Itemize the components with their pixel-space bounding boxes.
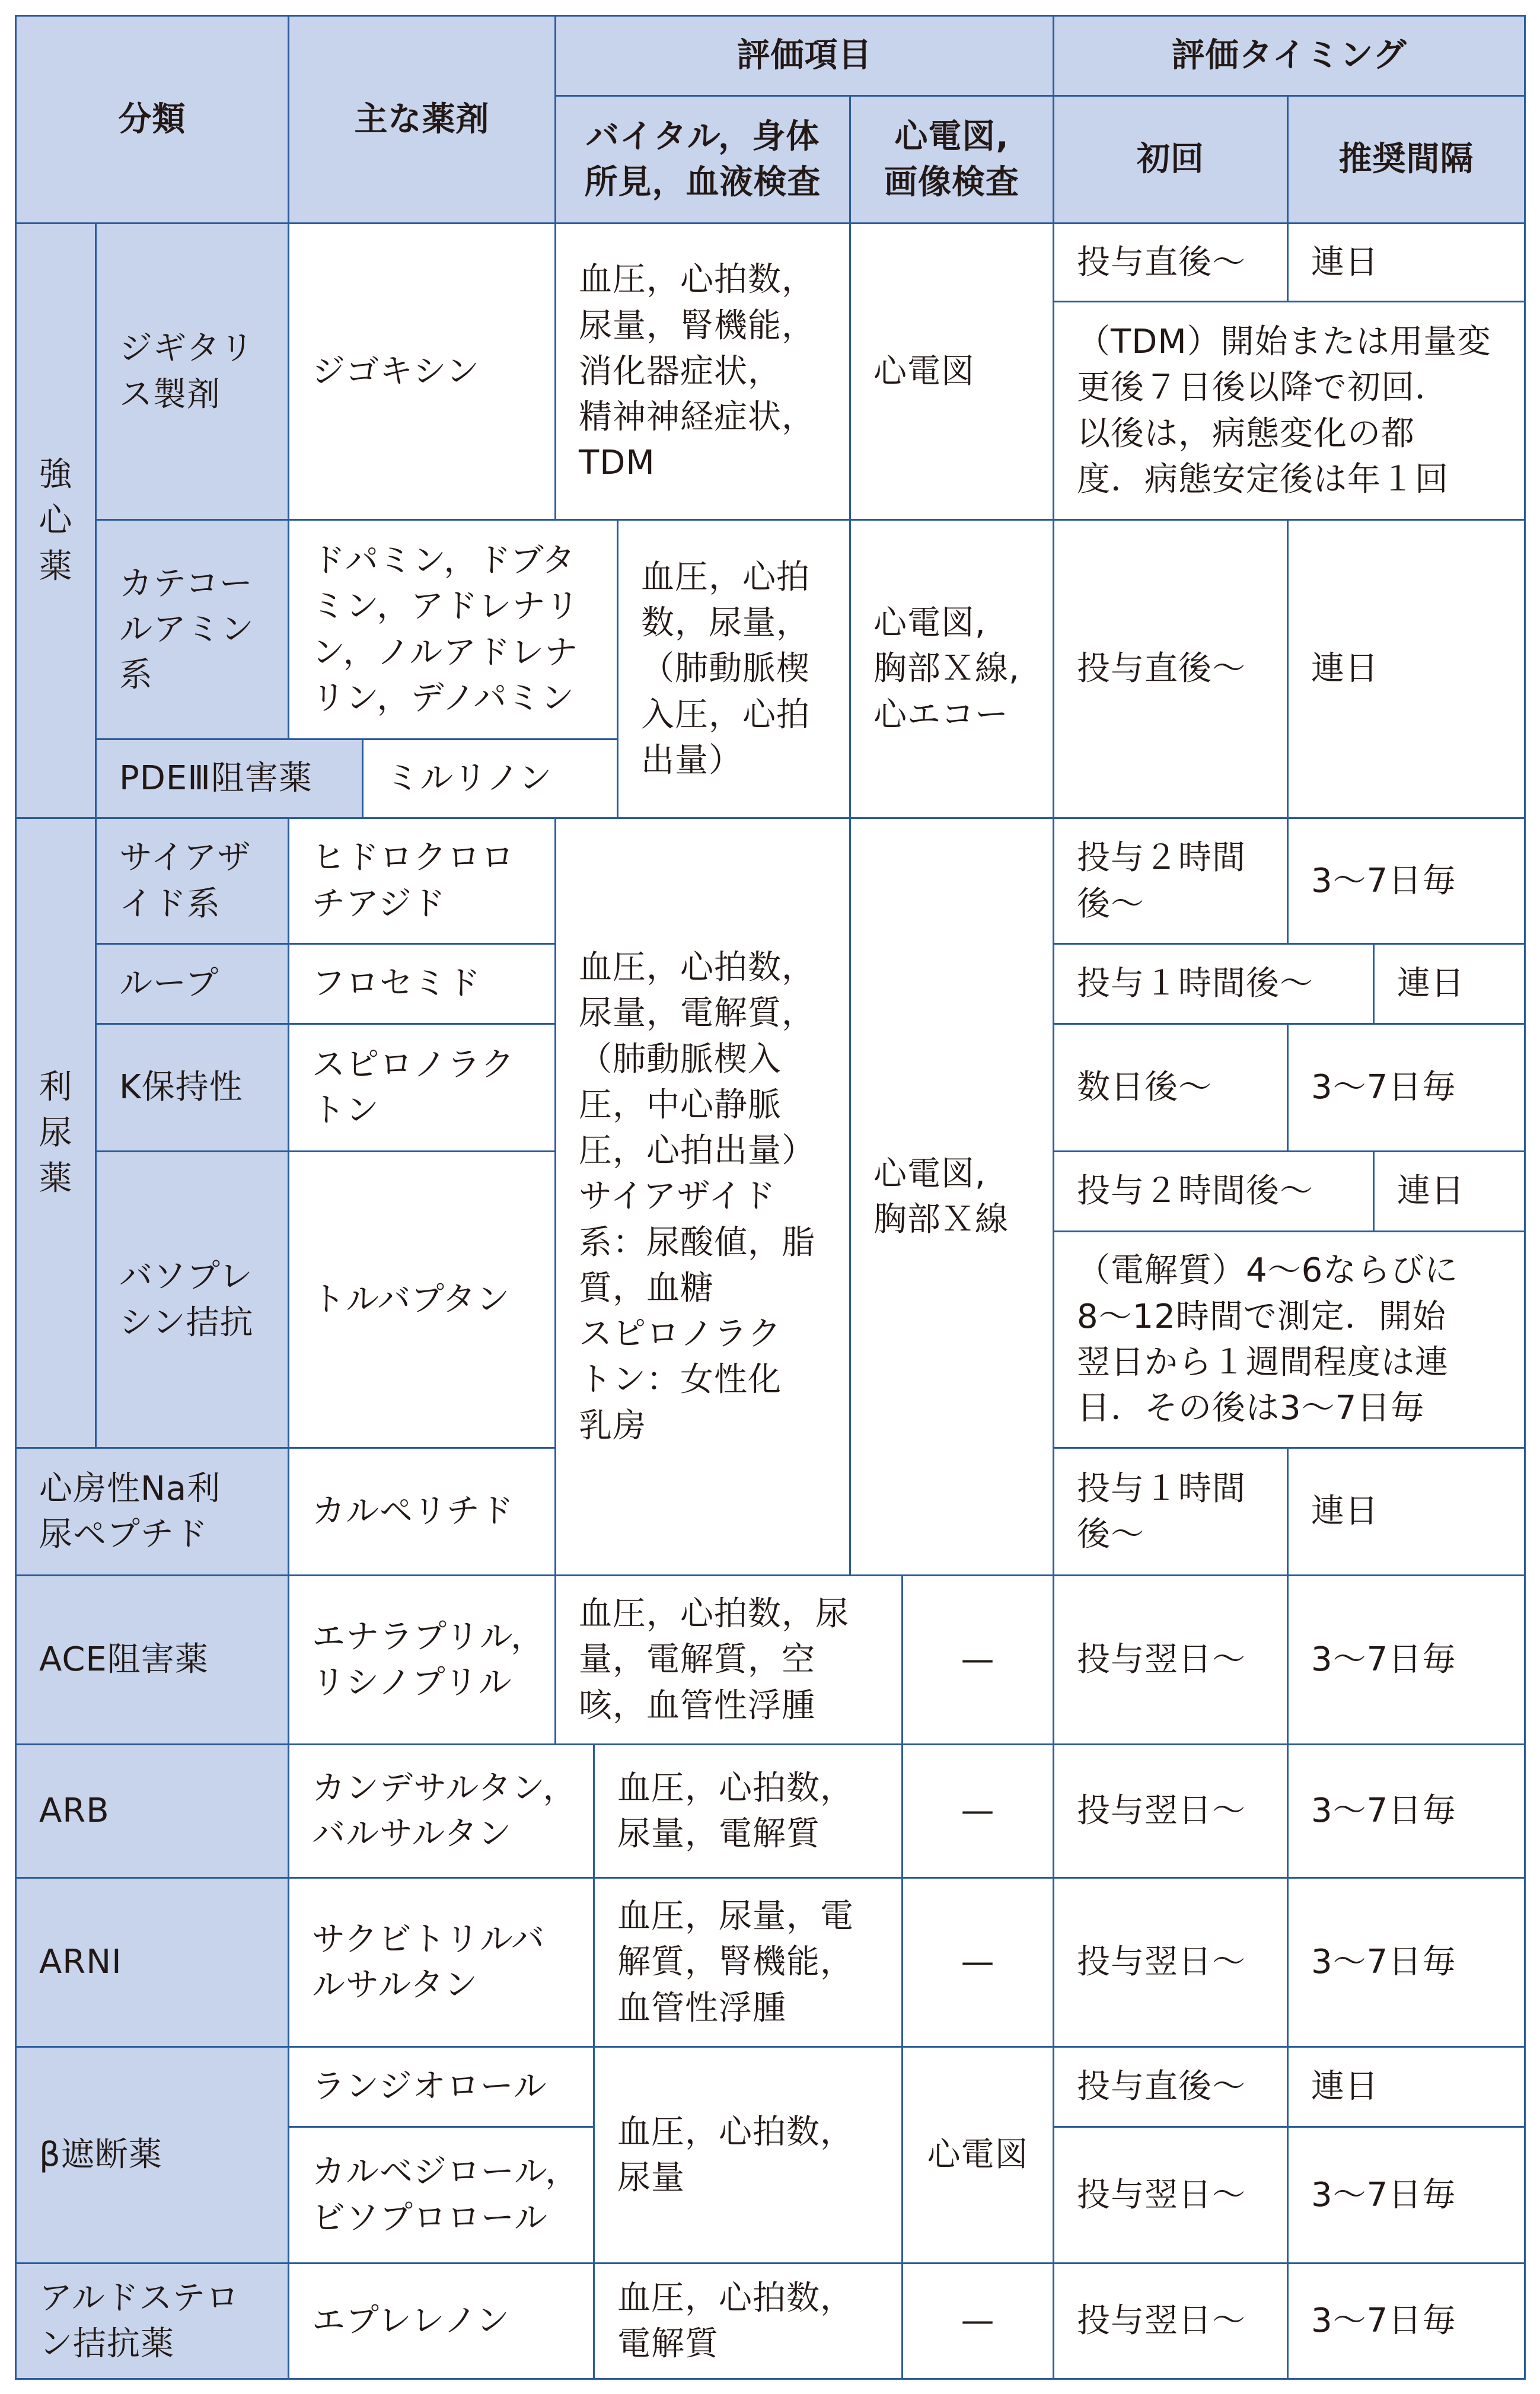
drug-catecholamine: ドパミン，ドブタ ミン，アドレナリ ン，ノルアドレナ リン，デノパミン [288, 519, 618, 740]
vitals-diuretic: 血圧，心拍数， 尿量，電解質， （肺動脈楔入 圧，中心静脈 圧，心拍出量） サイアザイド 系：尿酸値，脂 質，血糖 スピロノラク トン：女性化 乳房 [554, 817, 851, 1576]
drug-arni: サクビトリルバ ルサルタン [288, 1877, 595, 2048]
first-vasopressin: 投与２時間後～ [1053, 1150, 1375, 1232]
interval-thiazide: 3～7日毎 [1287, 817, 1526, 945]
vitals-arni: 血圧，尿量，電 解質，腎機能， 血管性浮腫 [593, 1877, 903, 2048]
drug-milrinone: ミルリノン [362, 738, 618, 819]
ecg-digitalis: 心電図 [849, 222, 1054, 521]
interval-arni: 3～7日毎 [1287, 1877, 1526, 2048]
header-interval: 推奨間隔 [1287, 95, 1526, 224]
header-vitals: バイタル，身体 所見，血液検査 [554, 95, 851, 224]
first-beta-2: 投与翌日～ [1053, 2126, 1289, 2264]
class-ace: ACE阻害薬 [15, 1574, 289, 1745]
first-k-sparing: 数日後～ [1053, 1023, 1289, 1152]
first-arb: 投与翌日～ [1053, 1743, 1289, 1879]
drug-digoxin: ジゴキシン [288, 222, 556, 521]
interval-digitalis: 連日 [1287, 222, 1526, 302]
first-loop: 投与１時間後～ [1053, 943, 1375, 1025]
drug-carvedilol: カルベジロール， ビソプロロール [288, 2126, 595, 2264]
class-catecholamine: カテコー ルアミン 系 [95, 519, 289, 740]
interval-beta-2: 3～7日毎 [1287, 2126, 1526, 2264]
class-digitalis: ジギタリ ス製剤 [95, 222, 289, 521]
first-thiazide: 投与２時間 後～ [1053, 817, 1289, 945]
class-k-sparing: K保持性 [95, 1023, 289, 1152]
header-eval-items: 評価項目 [554, 15, 1054, 97]
interval-catecholamine: 連日 [1287, 519, 1526, 819]
header-first: 初回 [1053, 95, 1289, 224]
drug-carperitide: カルペリチド [288, 1447, 556, 1576]
vitals-digitalis: 血圧，心拍数， 尿量，腎機能， 消化器症状， 精神神経症状， TDM [554, 222, 851, 521]
class-arb: ARB [15, 1743, 289, 1879]
first-anp: 投与１時間 後～ [1053, 1447, 1289, 1576]
ecg-catecholamine: 心電図, 胸部Ｘ線, 心エコー [849, 519, 1054, 819]
group-diuretic: 利 尿 薬 [15, 817, 97, 1449]
class-beta-blocker: β遮断薬 [15, 2046, 289, 2264]
first-ace: 投与翌日～ [1053, 1574, 1289, 1745]
interval-aldosterone: 3～7日毎 [1287, 2262, 1526, 2380]
drug-tolvaptan: トルバプタン [288, 1150, 556, 1449]
class-aldosterone: アルドステロ ン拮抗薬 [15, 2262, 289, 2380]
ecg-diuretic: 心電図, 胸部Ｘ線 [849, 817, 1054, 1576]
header-timing: 評価タイミング [1053, 15, 1526, 97]
group-inotrope: 強 心 薬 [15, 222, 97, 819]
ecg-aldosterone: — [901, 2262, 1054, 2380]
interval-vasopressin: 連日 [1373, 1150, 1526, 1232]
ecg-arb: — [901, 1743, 1054, 1879]
vitals-arb: 血圧，心拍数， 尿量，電解質 [593, 1743, 903, 1879]
vitals-ace: 血圧，心拍数，尿 量，電解質，空 咳，血管性浮腫 [554, 1574, 903, 1745]
first-catecholamine: 投与直後～ [1053, 519, 1289, 819]
drug-arb: カンデサルタン， バルサルタン [288, 1743, 595, 1879]
first-beta-1: 投与直後～ [1053, 2046, 1289, 2128]
vitals-catecholamine: 血圧，心拍 数，尿量， （肺動脈楔 入圧，心拍 出量） [617, 519, 851, 819]
class-anp: 心房性Na利 尿ペプチド [15, 1447, 289, 1576]
first-digitalis: 投与直後～ [1053, 222, 1289, 302]
class-vasopressin: バソプレ シン拮抗 [95, 1150, 289, 1449]
drug-ace: エナラプリル， リシノプリル [288, 1574, 556, 1745]
drug-eplerenone: エプレレノン [288, 2262, 595, 2380]
class-thiazide: サイアザ イド系 [95, 817, 289, 945]
ecg-ace: — [901, 1574, 1054, 1745]
electrolyte-note: （電解質）4～6ならびに 8～12時間で測定．開始 翌日から１週間程度は連 日．その後は3～7日毎 [1053, 1231, 1526, 1449]
tdm-note: （TDM）開始または用量変 更後７日後以降で初回． 以後は，病態変化の都 度．病態安定後は年１回 [1053, 301, 1526, 521]
interval-beta-1: 連日 [1287, 2046, 1526, 2128]
header-category: 分類 [15, 15, 289, 224]
first-arni: 投与翌日～ [1053, 1877, 1289, 2048]
class-loop: ループ [95, 943, 289, 1025]
ecg-arni: — [901, 1877, 1054, 2048]
class-arni: ARNI [15, 1877, 289, 2048]
header-ecg-imaging: 心電図, 画像検査 [849, 95, 1054, 224]
interval-k-sparing: 3～7日毎 [1287, 1023, 1526, 1152]
interval-arb: 3～7日毎 [1287, 1743, 1526, 1879]
drug-thiazide: ヒドロクロロ チアジド [288, 817, 556, 945]
vitals-beta: 血圧，心拍数， 尿量 [593, 2046, 903, 2264]
interval-ace: 3～7日毎 [1287, 1574, 1526, 1745]
vitals-aldosterone: 血圧，心拍数， 電解質 [593, 2262, 903, 2380]
interval-loop: 連日 [1373, 943, 1526, 1025]
drug-landiolol: ランジオロール [288, 2046, 595, 2128]
interval-anp: 連日 [1287, 1447, 1526, 1576]
first-aldosterone: 投与翌日～ [1053, 2262, 1289, 2380]
ecg-beta: 心電図 [901, 2046, 1054, 2264]
header-main-drugs: 主な薬剤 [288, 15, 556, 224]
class-pde3: PDEⅢ阻害薬 [95, 738, 364, 819]
drug-spironolactone: スピロノラク トン [288, 1023, 556, 1152]
drug-furosemide: フロセミド [288, 943, 556, 1025]
